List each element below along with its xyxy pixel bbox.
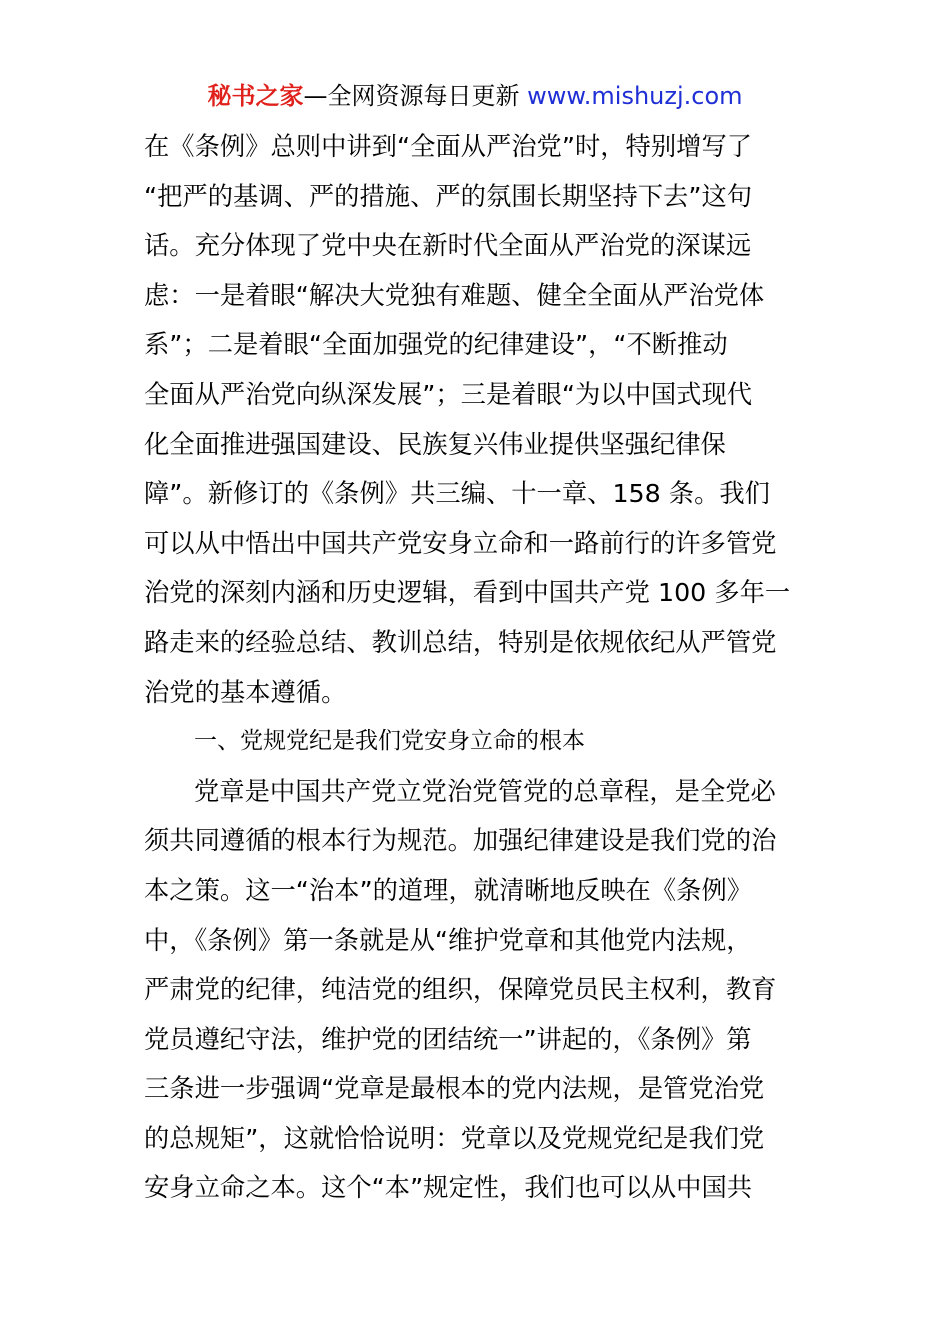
paragraph-line: 中，《条例》第一条就是从“维护党章和其他党内法规， <box>144 925 752 955</box>
paragraph-line: 本之策。这一“治本”的道理，就清晰地反映在《条例》 <box>144 875 753 905</box>
site-brand: 秘书之家 <box>207 82 304 110</box>
paragraph-line: 党章是中国共产党立党治党管党的总章程，是全党必 <box>194 776 776 806</box>
paragraph-line: 治党的基本遵循。 <box>144 677 347 707</box>
paragraph-line: 话。充分体现了党中央在新时代全面从严治党的深谋远 <box>144 231 752 261</box>
paragraph-line: 路走来的经验总结、教训总结，特别是依规依纪从严管党 <box>144 627 777 657</box>
document-body <box>144 128 808 1219</box>
paragraph-line: 的总规矩”，这就恰恰说明：党章以及党规党纪是我们党 <box>144 1123 765 1153</box>
paragraph-line: 在《条例》总则中讲到“全面从严治党”时，特别增写了 <box>144 132 753 161</box>
paragraph-line: 治党的深刻内涵和历史逻辑，看到中国共产党 100 多年一 <box>144 578 791 608</box>
paragraph-line: 须共同遵循的根本行为规范。加强纪律建设是我们党的治 <box>144 826 777 856</box>
site-tagline: —全网资源每日更新 <box>303 82 528 110</box>
paragraph-line: 严肃党的纪律，纯洁党的组织，保障党员民主权利，教育 <box>144 975 777 1005</box>
paragraph-line: 系”；二是着眼“全面加强党的纪律建设”，“不断推动 <box>144 330 728 360</box>
paragraph-line: 全面从严治党向纵深发展”；三是着眼“为以中国式现代 <box>144 379 753 409</box>
paragraph-line: 安身立命之本。这个“本”规定性，我们也可以从中国共 <box>144 1173 753 1203</box>
paragraph-line: 障”。新修订的《条例》共三编、十一章、158 条。我们 <box>144 479 770 509</box>
paragraph-line: 化全面推进强国建设、民族复兴伟业提供坚强纪律保 <box>144 429 726 459</box>
section-heading: 一、党规党纪是我们党安身立命的根本 <box>194 728 585 755</box>
site-url-link[interactable]: www.mishuzj.com <box>527 82 743 110</box>
paragraph-line: 党员遵纪守法，维护党的团结统一”讲起的，《条例》第 <box>144 1024 752 1054</box>
paragraph-line: 可以从中悟出中国共产党安身立命和一路前行的许多管党 <box>144 528 777 558</box>
paragraph-line: 三条进一步强调“党章是最根本的党内法规，是管党治党 <box>144 1074 765 1104</box>
site-header <box>0 80 950 112</box>
paragraph-line: “把严的基调、严的措施、严的氛围长期坚持下去”这句 <box>144 181 753 211</box>
paragraph-line: 虑：一是着眼“解决大党独有难题、健全全面从严治党体 <box>144 280 765 310</box>
